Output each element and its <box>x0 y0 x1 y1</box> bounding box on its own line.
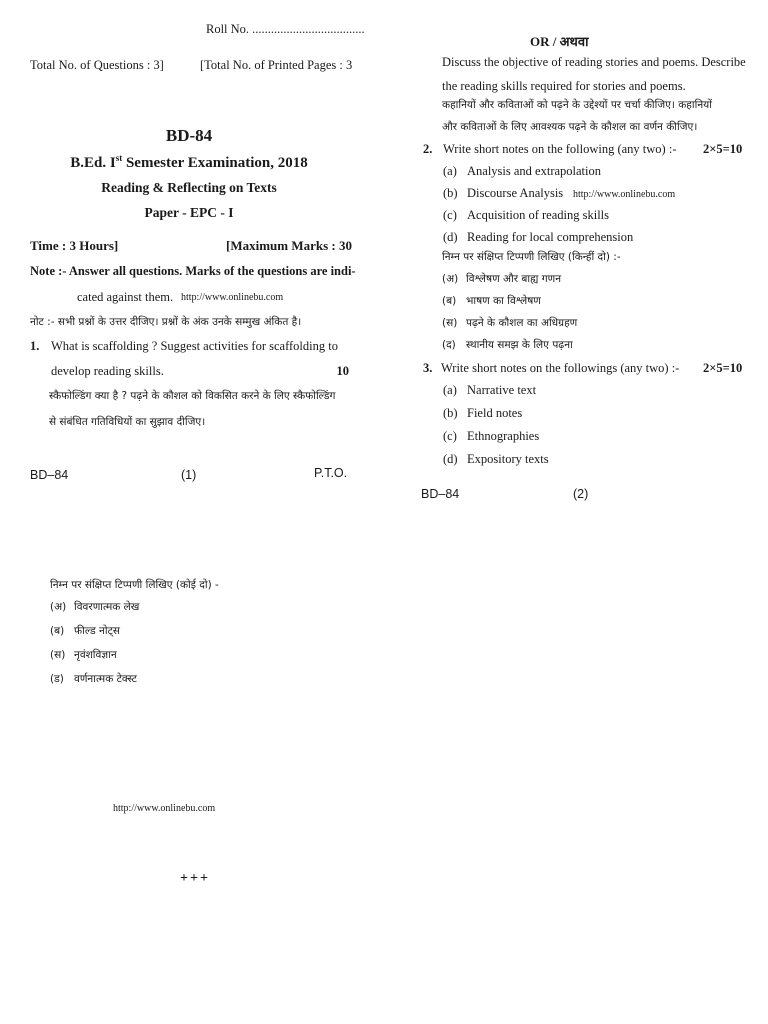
option-text: भाषण का विश्लेषण <box>466 295 541 307</box>
option-text: Discourse Analysis <box>467 186 564 200</box>
option-label: (ब) <box>442 295 457 307</box>
footer-code-left: BD–84 <box>30 468 69 482</box>
option-label: (b) <box>443 186 458 200</box>
exam-title <box>70 153 308 172</box>
option-text: नृवंशविज्ञान <box>74 649 117 661</box>
q3-option-d <box>443 452 549 467</box>
option-label: (अ) <box>50 601 67 613</box>
option-text: Reading for local comprehension <box>467 230 634 244</box>
q2-text: Write short notes on the following (any two) :- <box>443 142 677 156</box>
q1-hindi-line-1: स्कैफोल्डिंग क्या है ? पढ़ने के कौशल को विकसित करने के लिए स्कैफोल्डिंग <box>49 390 336 402</box>
q2-option-b <box>443 186 563 201</box>
option-label: (अ) <box>442 273 459 285</box>
maximum-marks: [Maximum Marks : 30 <box>226 238 353 253</box>
bottom-hindi-option-4 <box>50 672 137 686</box>
q2-hindi-option-1 <box>442 272 561 286</box>
subject-title: Reading & Reflecting on Texts <box>101 180 277 195</box>
note-hindi: नोट :- सभी प्रश्नों के उत्तर दीजिए। प्रश्नों के अंक उनके सम्मुख अंकित है। <box>30 316 302 328</box>
q3-option-b <box>443 406 522 421</box>
q3-number: 3. <box>423 361 433 375</box>
option-text: विवरणात्मक लेख <box>74 601 140 613</box>
q1-hindi-line-2: से संबंधित गतिविधियों का सुझाव दीजिए। <box>49 416 206 428</box>
q2-marks: 2×5=10 <box>703 142 743 156</box>
q1-marks: 10 <box>336 364 349 378</box>
q3-option-c <box>443 429 539 444</box>
watermark-url-2: http://www.onlinebu.com <box>573 189 676 200</box>
q2-hindi-option-3 <box>442 316 577 330</box>
q2-hindi-option-2 <box>442 294 541 308</box>
exam-title-rest: Semester Examination, 2018 <box>122 155 308 171</box>
option-label: (ड) <box>50 673 64 685</box>
note-line-1 <box>30 264 356 279</box>
q1-number: 1. <box>30 339 40 353</box>
end-mark: +++ <box>180 871 210 886</box>
roll-no: Roll No. .................................... <box>206 22 365 36</box>
option-text: वर्णनात्मक टेक्स्ट <box>74 673 137 685</box>
bottom-hindi-option-2 <box>50 624 120 638</box>
option-label: (द) <box>442 339 456 351</box>
watermark-url-3: http://www.onlinebu.com <box>113 803 216 814</box>
or-hindi-line-1: कहानियों और कविताओं को पढ़ने के उद्देश्यों पर चर्चा कीजिए। कहानियों <box>442 99 712 111</box>
option-text: Expository texts <box>467 452 549 466</box>
note-line-2: cated against them. <box>77 290 174 304</box>
q1-text-line-1: What is scaffolding ? Suggest activities for scaffolding to <box>51 339 338 353</box>
footer-page-left: (1) <box>181 468 197 482</box>
q2-option-d <box>443 230 633 245</box>
or-hindi-line-2: और कविताओं के लिए आवश्यक पढ़ने के कौशल का वर्णन कीजिए। <box>442 121 698 133</box>
option-label: (a) <box>443 383 457 397</box>
q2-number: 2. <box>423 142 433 156</box>
option-label: (स) <box>50 649 66 661</box>
option-label: (d) <box>443 452 458 466</box>
option-text: Field notes <box>467 406 523 420</box>
exam-title-text: B.Ed. I <box>70 155 116 171</box>
or-heading: OR / अथवा <box>530 34 589 49</box>
bottom-hindi-option-3 <box>50 648 117 662</box>
note-text: Note :- Answer all questions. Marks of the questions are indi- <box>30 264 356 278</box>
total-questions: Total No. of Questions : 3] <box>30 58 164 72</box>
option-label: (d) <box>443 230 458 244</box>
option-label: (ब) <box>50 625 65 637</box>
option-text: विश्लेषण और बाह्य गणन <box>466 273 562 285</box>
footer-page-right: (2) <box>573 487 589 501</box>
q2-option-c <box>443 208 609 223</box>
or-question-line-2: the reading skills required for stories and poems. <box>442 79 686 93</box>
paper-code: BD-84 <box>165 126 213 145</box>
option-text: Acquisition of reading skills <box>467 208 609 222</box>
option-text: Ethnographies <box>467 429 540 443</box>
option-label: (c) <box>443 429 457 443</box>
option-text: फील्ड नोट्स <box>74 625 120 637</box>
option-text: स्थानीय समझ के लिए पढ़ना <box>466 339 573 351</box>
q2-option-a <box>443 164 601 179</box>
q3-option-a <box>443 383 536 398</box>
option-text: Analysis and extrapolation <box>467 164 601 178</box>
q1-text-line-2: develop reading skills. <box>51 364 164 378</box>
total-pages: [Total No. of Printed Pages : 3 <box>200 58 353 72</box>
option-label: (b) <box>443 406 458 420</box>
watermark-url-1: http://www.onlinebu.com <box>181 292 284 303</box>
q2-hindi-heading: निम्न पर संक्षिप्त टिप्पणी लिखिए (किन्हीं दो) :- <box>442 251 621 263</box>
option-label: (a) <box>443 164 457 178</box>
q3-marks: 2×5=10 <box>703 361 743 375</box>
exam-title-superscript: st <box>115 153 123 163</box>
option-text: पढ़ने के कौशल का अधिग्रहण <box>466 317 578 329</box>
option-text: Narrative text <box>467 383 537 397</box>
time-allowed: Time : 3 Hours] <box>30 238 119 253</box>
footer-code-right: BD–84 <box>421 487 460 501</box>
footer-pto: P.T.O. <box>314 466 348 480</box>
q3-text: Write short notes on the followings (any two) :- <box>441 361 680 375</box>
q2-hindi-option-4 <box>442 338 573 352</box>
option-label: (c) <box>443 208 457 222</box>
paper-name: Paper - EPC - I <box>144 205 234 220</box>
or-question-line-1: Discuss the objective of reading stories and poems. Describe <box>442 55 746 69</box>
bottom-hindi-heading: निम्न पर संक्षिप्त टिप्पणी लिखिए (कोई दो) - <box>50 579 219 591</box>
bottom-hindi-option-1 <box>50 600 139 614</box>
option-label: (स) <box>442 317 458 329</box>
